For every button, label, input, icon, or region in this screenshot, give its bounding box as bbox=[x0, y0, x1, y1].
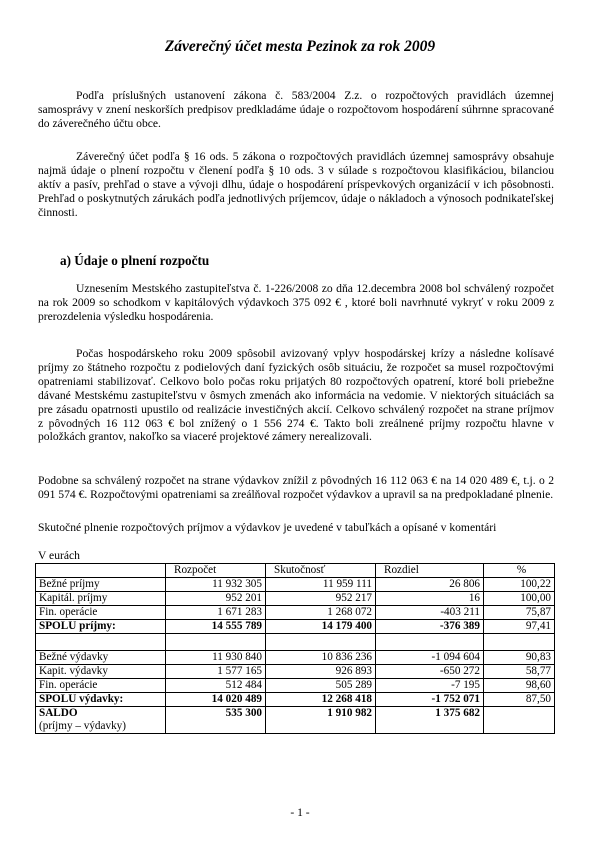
row-label: Fin. operácie bbox=[36, 606, 166, 620]
table-row bbox=[36, 665, 555, 679]
row-diff: 26 806 bbox=[376, 578, 484, 592]
row-budget: 1 671 283 bbox=[166, 606, 266, 620]
row-label: Bežné príjmy bbox=[36, 578, 166, 592]
row-diff: -1 094 604 bbox=[376, 651, 484, 665]
saldo-label-cell bbox=[36, 707, 166, 734]
saldo-diff: 1 375 682 bbox=[376, 707, 484, 734]
header-pct: % bbox=[484, 564, 555, 578]
budget-table bbox=[35, 563, 555, 734]
row-pct: 98,60 bbox=[484, 679, 555, 693]
saldo-row bbox=[36, 707, 555, 734]
row-budget: 11 932 305 bbox=[166, 578, 266, 592]
table-row bbox=[36, 679, 555, 693]
row-budget: 11 930 840 bbox=[166, 651, 266, 665]
row-pct: 90,83 bbox=[484, 651, 555, 665]
row-pct: 87,50 bbox=[484, 693, 555, 707]
row-pct: 100,00 bbox=[484, 592, 555, 606]
table-intro: Skutočné plnenie rozpočtových príjmov a výdavkov je uvedené v tabuľkách a opísané v komentári bbox=[38, 521, 497, 534]
saldo-label: SALDO bbox=[39, 707, 78, 719]
row-diff: -1 752 071 bbox=[376, 693, 484, 707]
row-diff: -403 211 bbox=[376, 606, 484, 620]
table-header-row bbox=[36, 564, 555, 578]
saldo-actual: 1 910 982 bbox=[266, 707, 376, 734]
section-paragraph-2: Počas hospodárskeho roku 2009 spôsobil avizovaný vplyv hospodárskej krízy a následne kolísavé príjmy zo štátneho rozpočtu z podielových daní fyzických osôb situáciu, že rozpočet sa musel rozpočtovými opatreniami stabilizovať. Celkovo bolo počas roku prijatých 80 rozpočtových opatrení, ktoré boli priebežne dávané Mestskému zastupiteľstvu v ôsmych zmenách ako informácia na vedomie. V niektorých situáciách sa pre zásadu opatrnosti upustilo od realizácie investičných akcií. Celkovo schválený rozpočet na strane príjmov z pôvodných 16 112 063 € bol znížený o 1 556 274 €. Takto boli zreálnené príjmy rozpočtu hlavne v položkách grantov, nakoľko sa viaceré projektové zámery nerealizovali. bbox=[38, 347, 554, 444]
header-diff: Rozdiel bbox=[376, 564, 484, 578]
row-actual: 505 289 bbox=[266, 679, 376, 693]
row-pct: 75,87 bbox=[484, 606, 555, 620]
row-budget: 952 201 bbox=[166, 592, 266, 606]
table-row bbox=[36, 651, 555, 665]
page-number: - 1 - bbox=[290, 806, 310, 819]
row-actual: 1 268 072 bbox=[266, 606, 376, 620]
table-row bbox=[36, 606, 555, 620]
table-spacer-row bbox=[36, 634, 555, 651]
income-total-row bbox=[36, 620, 555, 634]
section-heading: a) Údaje o plnení rozpočtu bbox=[60, 253, 210, 268]
row-budget: 14 020 489 bbox=[166, 693, 266, 707]
row-label: SPOLU príjmy: bbox=[36, 620, 166, 634]
table-row bbox=[36, 592, 555, 606]
table-unit-label: V eurách bbox=[38, 549, 80, 562]
section-paragraph-3: Podobne sa schválený rozpočet na strane výdavkov znížil z pôvodných 16 112 063 € na 14 020 489 €, t.j. o 2 091 574 €. Rozpočtovými opatreniami sa zreálňoval rozpočet výdavkov a upravil sa na predpokladané plnenie. bbox=[38, 474, 554, 501]
row-pct: 58,77 bbox=[484, 665, 555, 679]
expense-total-row bbox=[36, 693, 555, 707]
header-label bbox=[36, 564, 166, 578]
saldo-sublabel: (príjmy – výdavky) bbox=[39, 720, 126, 732]
row-diff: -7 195 bbox=[376, 679, 484, 693]
row-actual: 14 179 400 bbox=[266, 620, 376, 634]
header-budget: Rozpočet bbox=[166, 564, 266, 578]
row-actual: 10 836 236 bbox=[266, 651, 376, 665]
intro-paragraph-1: Podľa príslušných ustanovení zákona č. 583/2004 Z.z. o rozpočtových pravidlách územnej samosprávy v znení neskorších predpisov predkladáme údaje o rozpočtovom hospodárení súhrnne spracované do záverečného účtu obce. bbox=[38, 89, 554, 130]
saldo-pct bbox=[484, 707, 555, 734]
row-budget: 1 577 165 bbox=[166, 665, 266, 679]
saldo-budget: 535 300 bbox=[166, 707, 266, 734]
row-label: Fin. operácie bbox=[36, 679, 166, 693]
row-pct: 97,41 bbox=[484, 620, 555, 634]
table-row bbox=[36, 578, 555, 592]
header-actual: Skutočnosť bbox=[266, 564, 376, 578]
row-diff: 16 bbox=[376, 592, 484, 606]
row-actual: 11 959 111 bbox=[266, 578, 376, 592]
row-label: Kapit. výdavky bbox=[36, 665, 166, 679]
row-actual: 952 217 bbox=[266, 592, 376, 606]
row-budget: 14 555 789 bbox=[166, 620, 266, 634]
row-pct: 100,22 bbox=[484, 578, 555, 592]
document-title: Záverečný účet mesta Pezinok za rok 2009 bbox=[164, 38, 436, 55]
row-diff: -376 389 bbox=[376, 620, 484, 634]
section-paragraph-1: Uznesením Mestského zastupiteľstva č. 1-226/2008 zo dňa 12.decembra 2008 bol schválený rozpočet na rok 2009 so schodkom v kapitálových výdavkoch 375 092 € , ktoré boli navrhnuté vykryť v roku 2009 z prerozdelenia výsledku hospodárenia. bbox=[38, 282, 554, 323]
row-budget: 512 484 bbox=[166, 679, 266, 693]
row-diff: -650 272 bbox=[376, 665, 484, 679]
row-actual: 926 893 bbox=[266, 665, 376, 679]
row-label: SPOLU výdavky: bbox=[36, 693, 166, 707]
row-actual: 12 268 418 bbox=[266, 693, 376, 707]
row-label: Bežné výdavky bbox=[36, 651, 166, 665]
intro-paragraph-2: Záverečný účet podľa § 16 ods. 5 zákona o rozpočtových pravidlách územnej samosprávy obsahuje najmä údaje o plnení rozpočtu v členení podľa § 10 ods. 3 v súlade s rozpočtovou klasifikáciou, bilanciou aktív a pasív, prehľad o stave a vývoji dlhu, údaje o hospodárení príspevkových organizácií v ich pôsobnosti. Prehľad o poskytnutých zárukách podľa jednotlivých príjemcov, údaje o nákladoch a výnosoch podnikateľskej činnosti. bbox=[38, 150, 554, 219]
row-label: Kapitál. príjmy bbox=[36, 592, 166, 606]
